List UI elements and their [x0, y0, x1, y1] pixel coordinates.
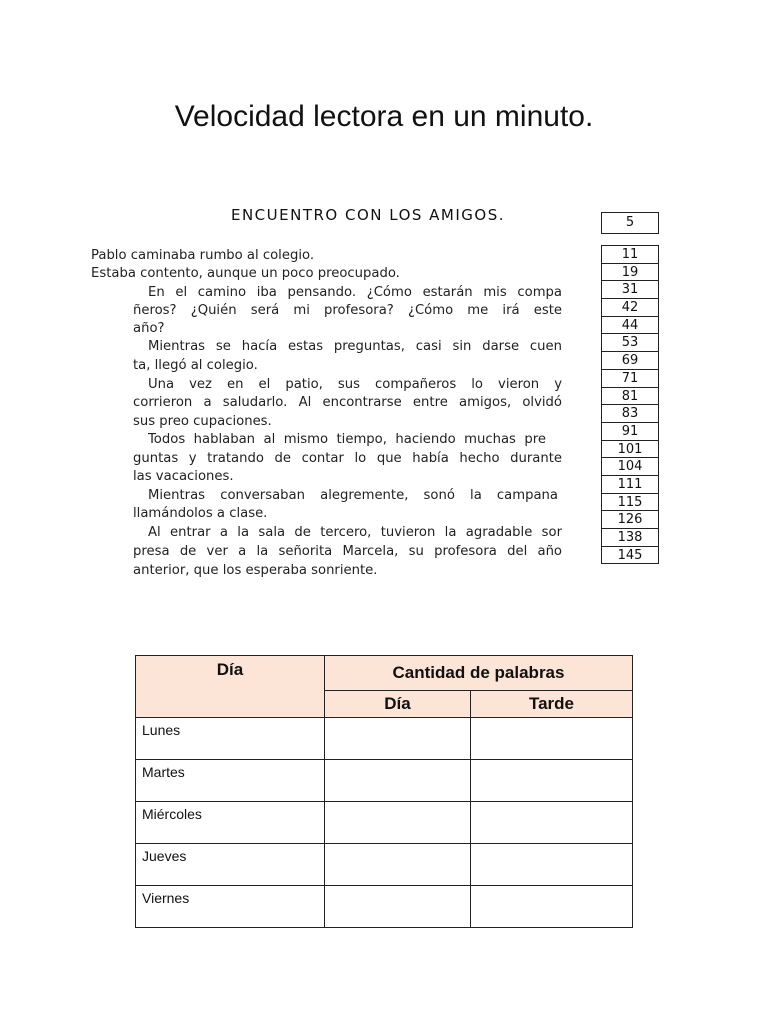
story-line: Mientras conversaban alegremente, sonó la campana: [148, 488, 558, 503]
day-entry-cell[interactable]: [325, 844, 471, 886]
title-word-count: 5: [601, 212, 659, 234]
story-line: Al entrar a la sala de tercero, tuvieron la agradable sor: [148, 525, 562, 540]
story-line: guntas y tratando de contar lo que había hecho durante: [133, 451, 562, 466]
subheader-day: Día: [325, 691, 471, 718]
day-entry-cell[interactable]: [325, 886, 471, 928]
word-count-cell: 104: [601, 458, 659, 476]
weekday-label: Jueves: [136, 844, 325, 886]
word-count-cell: 53: [601, 334, 659, 352]
word-count-cell: 111: [601, 476, 659, 494]
word-count-cell: 69: [601, 352, 659, 370]
afternoon-entry-cell[interactable]: [471, 802, 633, 844]
afternoon-entry-cell[interactable]: [471, 886, 633, 928]
word-count-cell: 31: [601, 281, 659, 299]
word-count-cell: 44: [601, 317, 659, 335]
story-line: anterior, que los esperaba sonriente.: [133, 563, 378, 578]
table-row: [136, 886, 633, 928]
table-row: [136, 760, 633, 802]
word-count-cell: 19: [601, 264, 659, 282]
story-line: ñeros? ¿Quién será mi profesora? ¿Cómo me irá este: [133, 303, 562, 318]
weekday-label: Miércoles: [136, 802, 325, 844]
word-count-cell: 11: [601, 245, 659, 264]
day-entry-cell[interactable]: [325, 718, 471, 760]
day-entry-cell[interactable]: [325, 760, 471, 802]
story-line: las vacaciones.: [133, 469, 234, 484]
word-count-cell: 83: [601, 405, 659, 423]
page-title: Velocidad lectora en un minuto.: [174, 100, 594, 133]
story-line: corrieron a saludarlo. Al encontrarse entre amigos, olvidó: [133, 395, 562, 410]
word-count-cell: 115: [601, 494, 659, 512]
word-count-cell: 101: [601, 441, 659, 459]
afternoon-entry-cell[interactable]: [471, 718, 633, 760]
story-line: Una vez en el patio, sus compañeros lo vieron y: [148, 377, 562, 392]
table-row: [136, 718, 633, 760]
story-line: Mientras se hacía estas preguntas, casi sin darse cuen: [148, 339, 562, 354]
story-line: En el camino iba pensando. ¿Cómo estarán mis compa: [148, 285, 562, 300]
word-count-cell: 126: [601, 511, 659, 529]
day-entry-cell[interactable]: [325, 802, 471, 844]
table-row: [136, 802, 633, 844]
word-count-cell: 71: [601, 370, 659, 388]
story-line: año?: [133, 321, 165, 336]
story-line: presa de ver a la señorita Marcela, su profesora del año: [133, 544, 562, 559]
word-count-cell: 145: [601, 547, 659, 565]
word-count-column: [601, 245, 659, 564]
header-day: Día: [136, 656, 325, 718]
word-count-cell: 138: [601, 529, 659, 547]
word-count-cell: 81: [601, 388, 659, 406]
afternoon-entry-cell[interactable]: [471, 760, 633, 802]
subheader-afternoon: Tarde: [471, 691, 633, 718]
story-title: ENCUENTRO CON LOS AMIGOS.: [230, 206, 506, 224]
weekday-label: Martes: [136, 760, 325, 802]
table-row: [136, 844, 633, 886]
story-line: Todos hablaban al mismo tiempo, haciendo muchas pre: [148, 432, 546, 447]
story-line: sus preo cupaciones.: [133, 414, 272, 429]
story-line: ta, llegó al colegio.: [133, 358, 258, 373]
header-word-quantity: Cantidad de palabras: [325, 656, 633, 691]
word-count-cell: 91: [601, 423, 659, 441]
story-line: llamándolos a clase.: [133, 506, 268, 521]
story-line: Pablo caminaba rumbo al colegio.: [91, 248, 315, 263]
word-count-cell: 42: [601, 299, 659, 317]
reading-log-table: [135, 655, 633, 928]
afternoon-entry-cell[interactable]: [471, 844, 633, 886]
weekday-label: Lunes: [136, 718, 325, 760]
weekday-label: Viernes: [136, 886, 325, 928]
story-line: Estaba contento, aunque un poco preocupado.: [91, 266, 400, 281]
